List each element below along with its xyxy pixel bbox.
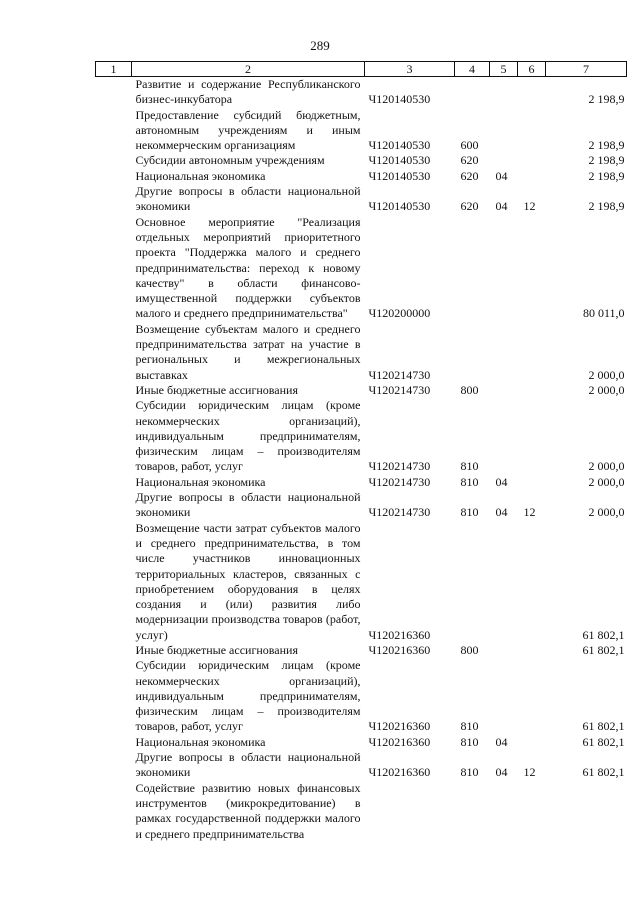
row-name: Возмещение субъектам малого и среднего предпринимательства затрат на участие в региональных и межрегиональных выставках bbox=[135, 321, 361, 382]
row-target-code: Ч120214730 bbox=[368, 474, 431, 489]
row-blank-cell bbox=[96, 77, 132, 108]
row-blank-cell bbox=[96, 169, 132, 184]
table-row bbox=[96, 153, 627, 168]
row-subsection bbox=[518, 108, 546, 154]
table-row bbox=[96, 383, 627, 398]
table-row bbox=[96, 77, 627, 108]
row-target-code: Ч120214730 bbox=[368, 459, 431, 474]
row-subsection: 12 bbox=[523, 505, 536, 520]
row-name: Содействие развитию новых финансовых инструментов (микрокредитование) в рамках государственной поддержки малого и среднего предпринимательства bbox=[135, 780, 361, 841]
row-section bbox=[490, 77, 518, 108]
row-amount: 80 011,0 bbox=[582, 306, 625, 321]
row-section bbox=[490, 153, 518, 168]
row-target-code: Ч120140530 bbox=[368, 92, 431, 107]
row-subsection bbox=[518, 475, 546, 490]
row-blank-cell bbox=[96, 153, 132, 168]
header-col-7: 7 bbox=[546, 62, 627, 77]
header-col-3: 3 bbox=[365, 62, 455, 77]
row-section bbox=[490, 643, 518, 658]
row-expense-type bbox=[455, 521, 490, 643]
row-target-code: Ч120140530 bbox=[368, 199, 431, 214]
table-row bbox=[96, 108, 627, 154]
row-target-code: Ч120216360 bbox=[368, 627, 431, 642]
row-subsection bbox=[518, 153, 546, 168]
row-name: Иные бюджетные ассигнования bbox=[135, 382, 298, 397]
row-subsection bbox=[518, 77, 546, 108]
header-row bbox=[96, 62, 627, 77]
row-target-code: Ч120200000 bbox=[368, 306, 431, 321]
row-blank-cell bbox=[96, 108, 132, 154]
row-blank-cell bbox=[96, 750, 132, 781]
table-row bbox=[96, 215, 627, 322]
header-col-5: 5 bbox=[490, 62, 518, 77]
row-expense-type: 620 bbox=[460, 199, 479, 214]
row-blank-cell bbox=[96, 322, 132, 383]
row-section bbox=[490, 383, 518, 398]
row-expense-type bbox=[455, 781, 490, 842]
row-blank-cell bbox=[96, 383, 132, 398]
row-amount: 2 198,9 bbox=[588, 138, 625, 153]
row-expense-type: 810 bbox=[460, 505, 479, 520]
row-target-code bbox=[365, 781, 455, 842]
row-section bbox=[490, 108, 518, 154]
row-amount: 2 198,9 bbox=[588, 168, 625, 183]
row-amount: 61 802,1 bbox=[582, 734, 625, 749]
row-target-code: Ч120214730 bbox=[368, 367, 431, 382]
row-target-code: Ч120216360 bbox=[368, 765, 431, 780]
row-blank-cell bbox=[96, 781, 132, 842]
row-subsection bbox=[518, 735, 546, 750]
row-expense-type: 600 bbox=[460, 138, 479, 153]
row-subsection bbox=[518, 398, 546, 474]
row-name: Основное мероприятие "Реализация отдельных мероприятий приоритетного проекта "Поддержка малого и среднего предпринимательства: переход к новому качеству" в области финансово-имущественной поддержки субъектов малого и среднего предпринимательства" bbox=[135, 214, 361, 321]
row-expense-type bbox=[455, 77, 490, 108]
row-section bbox=[490, 398, 518, 474]
row-section: 04 bbox=[495, 505, 508, 520]
row-expense-type: 800 bbox=[460, 642, 479, 657]
header-col-6: 6 bbox=[518, 62, 546, 77]
row-expense-type: 620 bbox=[460, 153, 479, 168]
row-name: Субсидии автономным учреждениям bbox=[135, 153, 325, 168]
row-name: Национальная экономика bbox=[135, 474, 266, 489]
row-amount: 61 802,1 bbox=[582, 642, 625, 657]
row-section: 04 bbox=[495, 168, 508, 183]
header-col-2: 2 bbox=[132, 62, 365, 77]
row-expense-type: 810 bbox=[460, 459, 479, 474]
row-name: Национальная экономика bbox=[135, 168, 266, 183]
row-name: Иные бюджетные ассигнования bbox=[135, 642, 298, 657]
row-target-code: Ч120216360 bbox=[368, 734, 431, 749]
table-row bbox=[96, 184, 627, 215]
row-expense-type: 810 bbox=[460, 765, 479, 780]
row-expense-type: 800 bbox=[460, 382, 479, 397]
table-row bbox=[96, 521, 627, 643]
row-expense-type: 620 bbox=[460, 168, 479, 183]
table-row bbox=[96, 750, 627, 781]
table-row bbox=[96, 169, 627, 184]
header-col-1: 1 bbox=[96, 62, 132, 77]
row-section: 04 bbox=[495, 765, 508, 780]
row-amount: 61 802,1 bbox=[582, 627, 625, 642]
row-name: Другие вопросы в области национальной экономики bbox=[135, 490, 361, 520]
row-amount: 61 802,1 bbox=[582, 719, 625, 734]
row-subsection bbox=[518, 169, 546, 184]
row-subsection: 12 bbox=[523, 199, 536, 214]
table-row bbox=[96, 490, 627, 521]
row-amount: 2 000,0 bbox=[588, 367, 625, 382]
row-amount: 61 802,1 bbox=[582, 765, 625, 780]
row-section: 04 bbox=[495, 734, 508, 749]
row-name: Предоставление субсидий бюджетным, автономным учреждениям и иным некоммерческим организациям bbox=[135, 107, 361, 153]
table-row bbox=[96, 475, 627, 490]
row-blank-cell bbox=[96, 735, 132, 750]
row-amount: 2 198,9 bbox=[588, 92, 625, 107]
table-row bbox=[96, 658, 627, 734]
budget-table bbox=[95, 61, 627, 842]
table-row bbox=[96, 781, 627, 842]
row-blank-cell bbox=[96, 490, 132, 521]
row-subsection bbox=[518, 215, 546, 322]
row-expense-type: 810 bbox=[460, 719, 479, 734]
row-name: Другие вопросы в области национальной экономики bbox=[135, 184, 361, 214]
row-blank-cell bbox=[96, 658, 132, 734]
table-row bbox=[96, 735, 627, 750]
row-section bbox=[490, 215, 518, 322]
row-name: Возмещение части затрат субъектов малого и среднего предпринимательства, в том числе участников инновационных территориальных кластеров, связанных с приобретением оборудования в целях создания и (или) развития либо модернизации производства товаров (работ, услуг) bbox=[135, 520, 361, 642]
row-blank-cell bbox=[96, 475, 132, 490]
row-amount: 2 000,0 bbox=[588, 382, 625, 397]
page-number: 289 bbox=[310, 38, 330, 53]
row-target-code: Ч120140530 bbox=[368, 138, 431, 153]
row-section bbox=[490, 521, 518, 643]
row-target-code: Ч120214730 bbox=[368, 382, 431, 397]
row-target-code: Ч120216360 bbox=[368, 719, 431, 734]
row-subsection bbox=[518, 643, 546, 658]
row-subsection bbox=[518, 521, 546, 643]
row-amount: 2 000,0 bbox=[588, 459, 625, 474]
row-amount: 2 198,9 bbox=[588, 153, 625, 168]
row-subsection: 12 bbox=[523, 765, 536, 780]
table-row bbox=[96, 398, 627, 474]
row-section: 04 bbox=[495, 474, 508, 489]
row-subsection bbox=[518, 781, 546, 842]
row-target-code: Ч120214730 bbox=[368, 505, 431, 520]
row-blank-cell bbox=[96, 643, 132, 658]
row-amount: 2 198,9 bbox=[588, 199, 625, 214]
row-amount bbox=[546, 781, 627, 842]
row-blank-cell bbox=[96, 521, 132, 643]
row-name: Субсидии юридическим лицам (кроме некоммерческих организаций), индивидуальным предпринимателям, физическим лицам – производителям товаров, работ, услуг bbox=[135, 398, 361, 474]
row-subsection bbox=[518, 322, 546, 383]
row-expense-type bbox=[455, 215, 490, 322]
row-name: Развитие и содержание Республиканского бизнес-инкубатора bbox=[135, 77, 361, 107]
row-section: 04 bbox=[495, 199, 508, 214]
row-section bbox=[490, 658, 518, 734]
row-name: Другие вопросы в области национальной экономики bbox=[135, 750, 361, 780]
table-row bbox=[96, 643, 627, 658]
row-blank-cell bbox=[96, 215, 132, 322]
row-name: Национальная экономика bbox=[135, 734, 266, 749]
row-amount: 2 000,0 bbox=[588, 505, 625, 520]
row-name: Субсидии юридическим лицам (кроме некоммерческих организаций), индивидуальным предпринимателям, физическим лицам – производителям товаров, работ, услуг bbox=[135, 658, 361, 734]
row-blank-cell bbox=[96, 184, 132, 215]
row-subsection bbox=[518, 383, 546, 398]
row-target-code: Ч120140530 bbox=[368, 168, 431, 183]
row-expense-type: 810 bbox=[460, 734, 479, 749]
row-section bbox=[490, 781, 518, 842]
row-target-code: Ч120216360 bbox=[368, 642, 431, 657]
row-amount: 2 000,0 bbox=[588, 474, 625, 489]
row-expense-type bbox=[455, 322, 490, 383]
row-section bbox=[490, 322, 518, 383]
row-target-code: Ч120140530 bbox=[368, 153, 431, 168]
row-subsection bbox=[518, 658, 546, 734]
table-row bbox=[96, 322, 627, 383]
row-blank-cell bbox=[96, 398, 132, 474]
row-expense-type: 810 bbox=[460, 474, 479, 489]
header-col-4: 4 bbox=[455, 62, 490, 77]
